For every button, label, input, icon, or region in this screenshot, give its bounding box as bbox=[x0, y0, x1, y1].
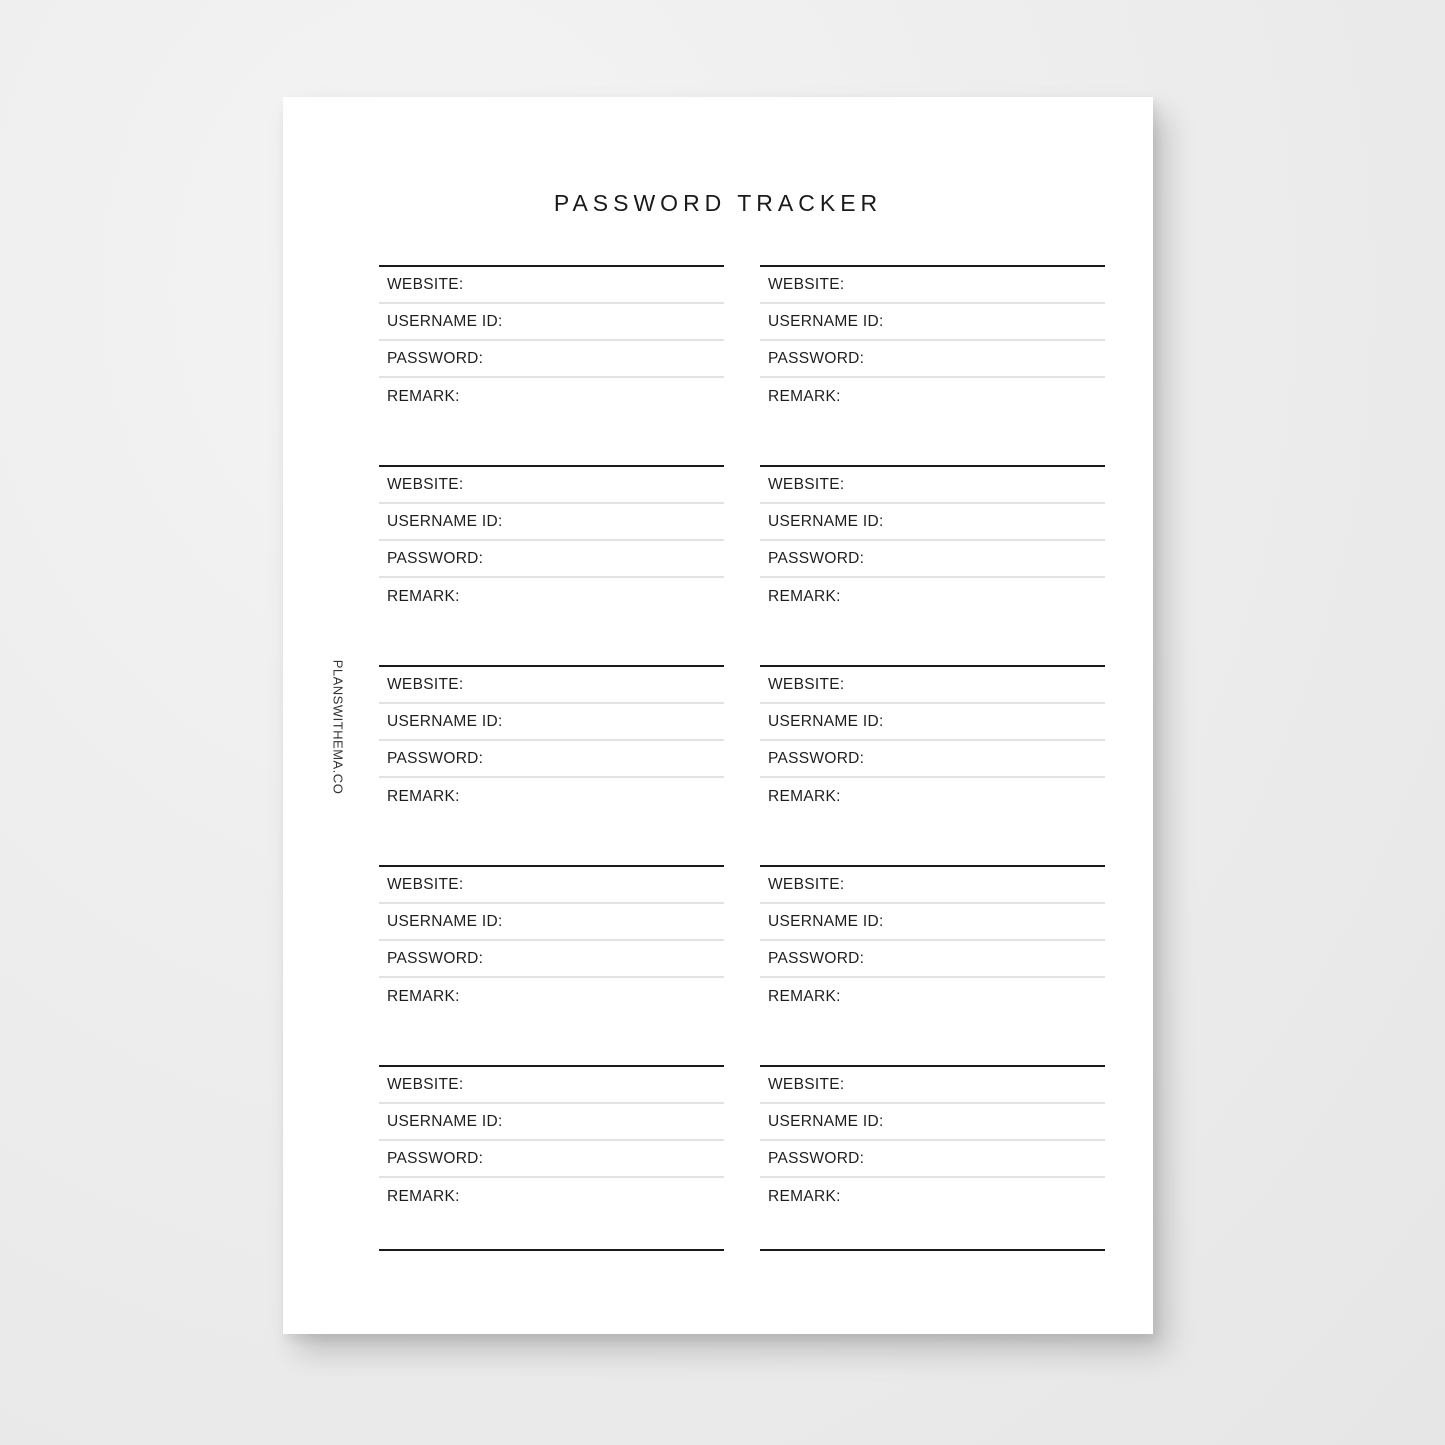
password-entry bbox=[379, 865, 724, 1065]
username-label: USERNAME ID: bbox=[768, 712, 884, 730]
remark-label: REMARK: bbox=[768, 1188, 841, 1205]
website-field[interactable] bbox=[760, 867, 1105, 904]
password-entry bbox=[379, 265, 724, 465]
remark-field[interactable] bbox=[379, 1178, 724, 1206]
username-field[interactable] bbox=[760, 304, 1105, 341]
website-label: WEBSITE: bbox=[387, 475, 464, 493]
brand-watermark bbox=[327, 652, 349, 802]
password-label: PASSWORD: bbox=[387, 549, 484, 567]
remark-label: REMARK: bbox=[768, 588, 841, 605]
password-label: PASSWORD: bbox=[387, 749, 484, 767]
password-label: PASSWORD: bbox=[768, 949, 865, 967]
username-field[interactable] bbox=[379, 304, 724, 341]
remark-label: REMARK: bbox=[387, 588, 460, 605]
password-label: PASSWORD: bbox=[768, 549, 865, 567]
remark-label: REMARK: bbox=[387, 1188, 460, 1205]
password-field[interactable] bbox=[379, 341, 724, 378]
password-label: PASSWORD: bbox=[387, 949, 484, 967]
password-field[interactable] bbox=[379, 941, 724, 978]
remark-field[interactable] bbox=[379, 578, 724, 606]
remark-label: REMARK: bbox=[387, 788, 460, 805]
website-label: WEBSITE: bbox=[387, 675, 464, 693]
password-field[interactable] bbox=[379, 1141, 724, 1178]
remark-field[interactable] bbox=[760, 578, 1105, 606]
password-field[interactable] bbox=[760, 941, 1105, 978]
username-field[interactable] bbox=[760, 1104, 1105, 1141]
website-field[interactable] bbox=[379, 1067, 724, 1104]
password-entry bbox=[379, 1065, 724, 1265]
website-label: WEBSITE: bbox=[387, 1075, 464, 1093]
remark-field[interactable] bbox=[379, 778, 724, 806]
username-field[interactable] bbox=[379, 1104, 724, 1141]
username-label: USERNAME ID: bbox=[768, 512, 884, 530]
password-entry bbox=[760, 865, 1105, 1065]
remark-field[interactable] bbox=[760, 1178, 1105, 1206]
remark-field[interactable] bbox=[379, 378, 724, 406]
username-label: USERNAME ID: bbox=[387, 312, 503, 330]
entries-column-left bbox=[379, 265, 724, 1251]
password-field[interactable] bbox=[379, 741, 724, 778]
password-entry bbox=[760, 465, 1105, 665]
password-label: PASSWORD: bbox=[768, 349, 865, 367]
username-label: USERNAME ID: bbox=[768, 1112, 884, 1130]
website-label: WEBSITE: bbox=[768, 875, 845, 893]
remark-label: REMARK: bbox=[768, 388, 841, 405]
password-field[interactable] bbox=[760, 741, 1105, 778]
username-field[interactable] bbox=[760, 504, 1105, 541]
password-field[interactable] bbox=[760, 341, 1105, 378]
remark-label: REMARK: bbox=[768, 988, 841, 1005]
entries-column-right bbox=[760, 265, 1105, 1251]
username-label: USERNAME ID: bbox=[768, 312, 884, 330]
username-field[interactable] bbox=[379, 904, 724, 941]
website-label: WEBSITE: bbox=[387, 275, 464, 293]
remark-field[interactable] bbox=[760, 378, 1105, 406]
website-field[interactable] bbox=[760, 467, 1105, 504]
website-field[interactable] bbox=[760, 1067, 1105, 1104]
website-field[interactable] bbox=[760, 667, 1105, 704]
username-field[interactable] bbox=[760, 904, 1105, 941]
password-entry bbox=[760, 1065, 1105, 1265]
password-field[interactable] bbox=[760, 1141, 1105, 1178]
password-label: PASSWORD: bbox=[387, 349, 484, 367]
remark-field[interactable] bbox=[379, 978, 724, 1006]
website-field[interactable] bbox=[379, 867, 724, 904]
username-label: USERNAME ID: bbox=[768, 912, 884, 930]
remark-field[interactable] bbox=[760, 778, 1105, 806]
password-field[interactable] bbox=[760, 541, 1105, 578]
remark-label: REMARK: bbox=[387, 388, 460, 405]
password-entry bbox=[379, 465, 724, 665]
username-label: USERNAME ID: bbox=[387, 512, 503, 530]
username-field[interactable] bbox=[379, 704, 724, 741]
remark-label: REMARK: bbox=[387, 988, 460, 1005]
username-label: USERNAME ID: bbox=[387, 1112, 503, 1130]
page-title: PASSWORD TRACKER bbox=[553, 190, 883, 216]
username-field[interactable] bbox=[760, 704, 1105, 741]
remark-field[interactable] bbox=[760, 978, 1105, 1006]
website-label: WEBSITE: bbox=[768, 275, 845, 293]
website-field[interactable] bbox=[379, 267, 724, 304]
website-field[interactable] bbox=[760, 267, 1105, 304]
website-label: WEBSITE: bbox=[768, 675, 845, 693]
password-label: PASSWORD: bbox=[387, 1149, 484, 1167]
username-label: USERNAME ID: bbox=[387, 712, 503, 730]
website-field[interactable] bbox=[379, 667, 724, 704]
website-label: WEBSITE: bbox=[387, 875, 464, 893]
website-label: WEBSITE: bbox=[768, 475, 845, 493]
password-entry bbox=[379, 665, 724, 865]
username-label: USERNAME ID: bbox=[387, 912, 503, 930]
password-entry bbox=[760, 665, 1105, 865]
planner-page bbox=[283, 97, 1153, 1334]
brand-text: PLANSWITHEMA.CO bbox=[330, 659, 346, 795]
password-field[interactable] bbox=[379, 541, 724, 578]
website-field[interactable] bbox=[379, 467, 724, 504]
website-label: WEBSITE: bbox=[768, 1075, 845, 1093]
remark-label: REMARK: bbox=[768, 788, 841, 805]
password-entry bbox=[760, 265, 1105, 465]
username-field[interactable] bbox=[379, 504, 724, 541]
password-label: PASSWORD: bbox=[768, 1149, 865, 1167]
password-label: PASSWORD: bbox=[768, 749, 865, 767]
